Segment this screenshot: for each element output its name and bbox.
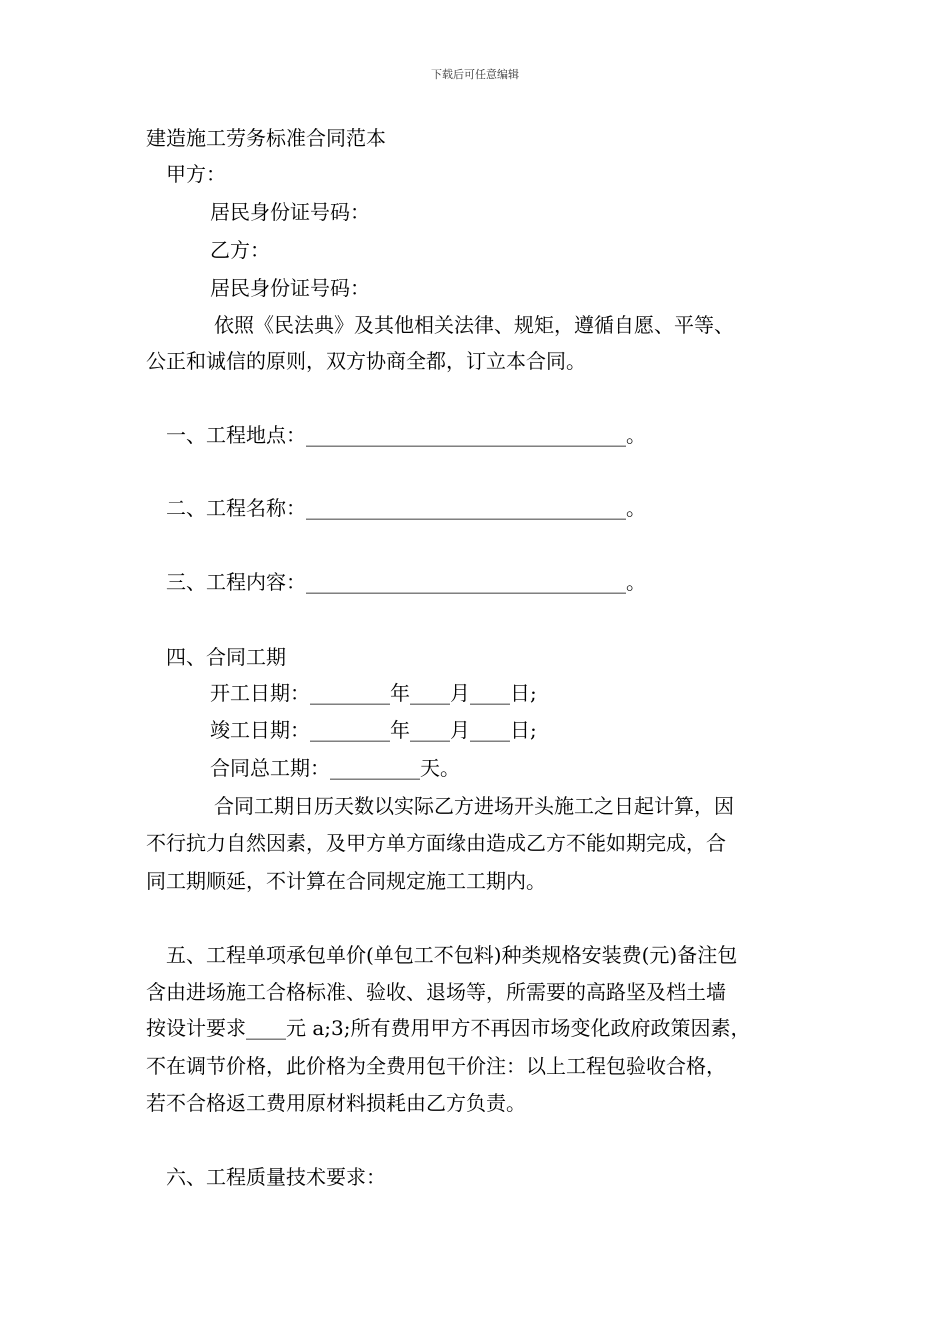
document-title: 建造施工劳务标准合同范本 — [146, 126, 386, 150]
intro-paragraph-line1: 依照《民法典》及其他相关法律、规矩，遵循自愿、平等、 — [214, 313, 734, 337]
section-4-paragraph-line1: 合同工期日历天数以实际乙方进场开头施工之日起计算，因 — [214, 794, 734, 818]
party-b-id-label: 居民身份证号码： — [210, 276, 370, 300]
start-date-line: 开工日期：________年____月____日; — [210, 681, 537, 705]
party-a-label: 甲方： — [166, 162, 226, 186]
section-4-paragraph-line2: 不行抗力自然因素，及甲方单方面缘由造成乙方不能如期完成，合 — [146, 831, 726, 855]
section-6-title: 六、工程质量技术要求： — [166, 1165, 386, 1189]
section-1-location: 一、工程地点：________________________________。 — [166, 423, 646, 447]
section-4-title: 四、合同工期 — [166, 645, 286, 669]
section-5-line2: 含由进场施工合格标准、验收、退场等，所需要的高路坚及档土墙 — [146, 980, 726, 1004]
section-2-name: 二、工程名称：________________________________。 — [166, 496, 646, 520]
section-5-line1: 五、工程单项承包单价(单包工不包料)种类规格安装费(元)备注包 — [166, 943, 738, 967]
intro-paragraph-line2: 公正和诚信的原则，双方协商全都，订立本合同。 — [146, 349, 586, 373]
party-a-id-label: 居民身份证号码： — [210, 200, 370, 224]
party-b-label: 乙方： — [210, 238, 270, 262]
header-note: 下载后可任意编辑 — [431, 68, 519, 81]
end-date-line: 竣工日期：________年____月____日; — [210, 718, 537, 742]
section-4-paragraph-line3: 同工期顺延，不计算在合同规定施工工期内。 — [146, 869, 546, 893]
section-3-content: 三、工程内容：________________________________。 — [166, 570, 646, 594]
section-5-line4: 不在调节价格，此价格为全费用包干价注：以上工程包验收合格， — [146, 1054, 726, 1078]
section-5-line5: 若不合格返工费用原材料损耗由乙方负责。 — [146, 1091, 526, 1115]
section-5-line3: 按设计要求____元 a;3;所有费用甲方不再因市场变化政府政策因素， — [146, 1016, 751, 1040]
total-duration-line: 合同总工期：_________天。 — [210, 756, 460, 780]
